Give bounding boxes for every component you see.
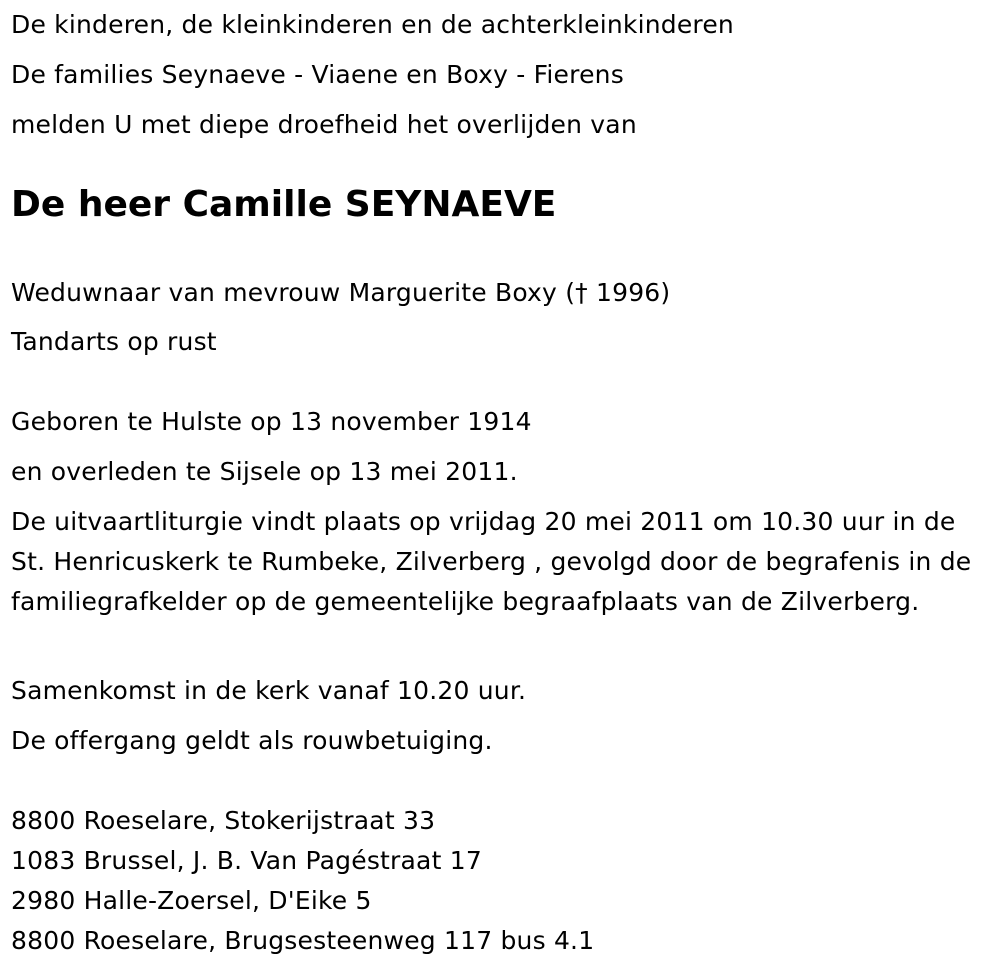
announcement-line-families: De families Seynaeve - Viaene en Boxy - Fierens <box>11 60 624 89</box>
address-line: 2980 Halle-Zoersel, D'Eike 5 <box>11 886 372 915</box>
announcement-line-children: De kinderen, de kleinkinderen en de achterkleinkinderen <box>11 10 734 39</box>
gathering-line: Samenkomst in de kerk vanaf 10.20 uur. <box>11 676 527 705</box>
announcement-line-message: melden U met diepe droefheid het overlijden van <box>11 110 637 139</box>
profession-line: Tandarts op rust <box>11 327 217 356</box>
widower-line: Weduwnaar van mevrouw Marguerite Boxy († 1996) <box>11 278 671 307</box>
birth-line: Geboren te Hulste op 13 november 1914 <box>11 407 532 436</box>
death-line: en overleden te Sijsele op 13 mei 2011. <box>11 457 518 486</box>
address-line: 8800 Roeselare, Stokerijstraat 33 <box>11 806 436 835</box>
deceased-name: De heer Camille SEYNAEVE <box>11 184 557 225</box>
funeral-paragraph: De uitvaartliturgie vindt plaats op vrijdag 20 mei 2011 om 10.30 uur in de St. Henricuskerk te Rumbeke, Zilverberg , gevolgd door de begrafenis in de familiegrafkelder op de gemeentelijke begraafplaats van de Zilverberg. <box>11 507 972 616</box>
address-line: 1083 Brussel, J. B. Van Pagéstraat 17 <box>11 846 482 875</box>
address-line: 8800 Roeselare, Brugsesteenweg 117 bus 4.1 <box>11 926 595 955</box>
offering-line: De offergang geldt als rouwbetuiging. <box>11 726 493 755</box>
